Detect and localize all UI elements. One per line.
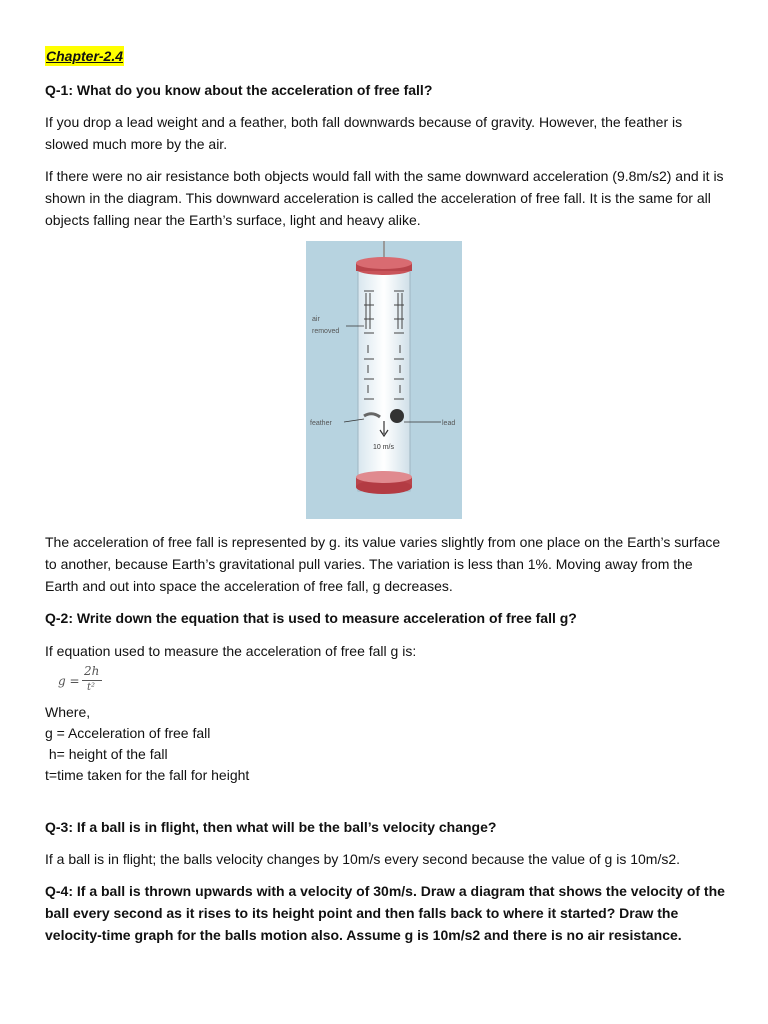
label-speed: 10 m/s [373, 444, 395, 451]
q1-paragraph-1: If you drop a lead weight and a feather, both fall downwards because of gravity. However, the feather is slowed much more by the air. [45, 114, 683, 152]
formula-denominator: t² [87, 682, 96, 693]
definition-t: t=time taken for the fall for height [45, 767, 250, 783]
q2-paragraph: If equation used to measure the acceleration of free fall g is: [45, 643, 417, 659]
where-label: Where, [45, 704, 91, 720]
definitions-block [45, 702, 249, 786]
formula-numerator: 2h [84, 664, 100, 678]
free-fall-formula [58, 664, 118, 700]
chapter-heading: Chapter-2.4 [46, 48, 124, 64]
q3-question: Q-3: If a ball is in flight, then what will be the ball’s velocity change? [45, 819, 497, 835]
q4-question: Q-4: If a ball is thrown upwards with a velocity of 30m/s. Draw a diagram that shows the velocity of the ball every second as it rises to its height point and then falls back to where it started? Draw the velocity-time graph for the balls motion also. Assume g is 10m/s2 and there is no air resistance. [45, 883, 725, 943]
label-removed: removed [312, 328, 340, 335]
q2-question: Q-2: Write down the equation that is used to measure acceleration of free fall g? [45, 610, 577, 626]
label-air: air [312, 316, 320, 323]
definition-h: h= height of the fall [45, 746, 168, 762]
q3-paragraph: If a ball is in flight; the balls velocity changes by 10m/s every second because the value of g is 10m/s2. [45, 851, 681, 867]
label-feather: feather [310, 420, 332, 427]
free-fall-tube-diagram [306, 241, 462, 519]
formula-lhs: g = [58, 674, 80, 688]
q1-question: Q-1: What do you know about the acceleration of free fall? [45, 82, 433, 98]
formula-fraction-bar [82, 680, 102, 681]
definition-g: g = Acceleration of free fall [45, 725, 211, 741]
q1-paragraph-3: The acceleration of free fall is represented by g. its value varies slightly from one place on the Earth’s surface to another, because Earth’s gravitational pull varies. The variation is less than 1%. Moving away from the Earth and out into space the acceleration of free fall, g decreases. [45, 534, 721, 594]
q1-paragraph-2: If there were no air resistance both objects would fall with the same downward acceleration (9.8m/s2) and it is shown in the diagram. This downward acceleration is called the acceleration of free fall. It is the same for all objects falling near the Earth’s surface, light and heavy alike. [45, 168, 724, 228]
label-lead: lead [442, 420, 456, 427]
